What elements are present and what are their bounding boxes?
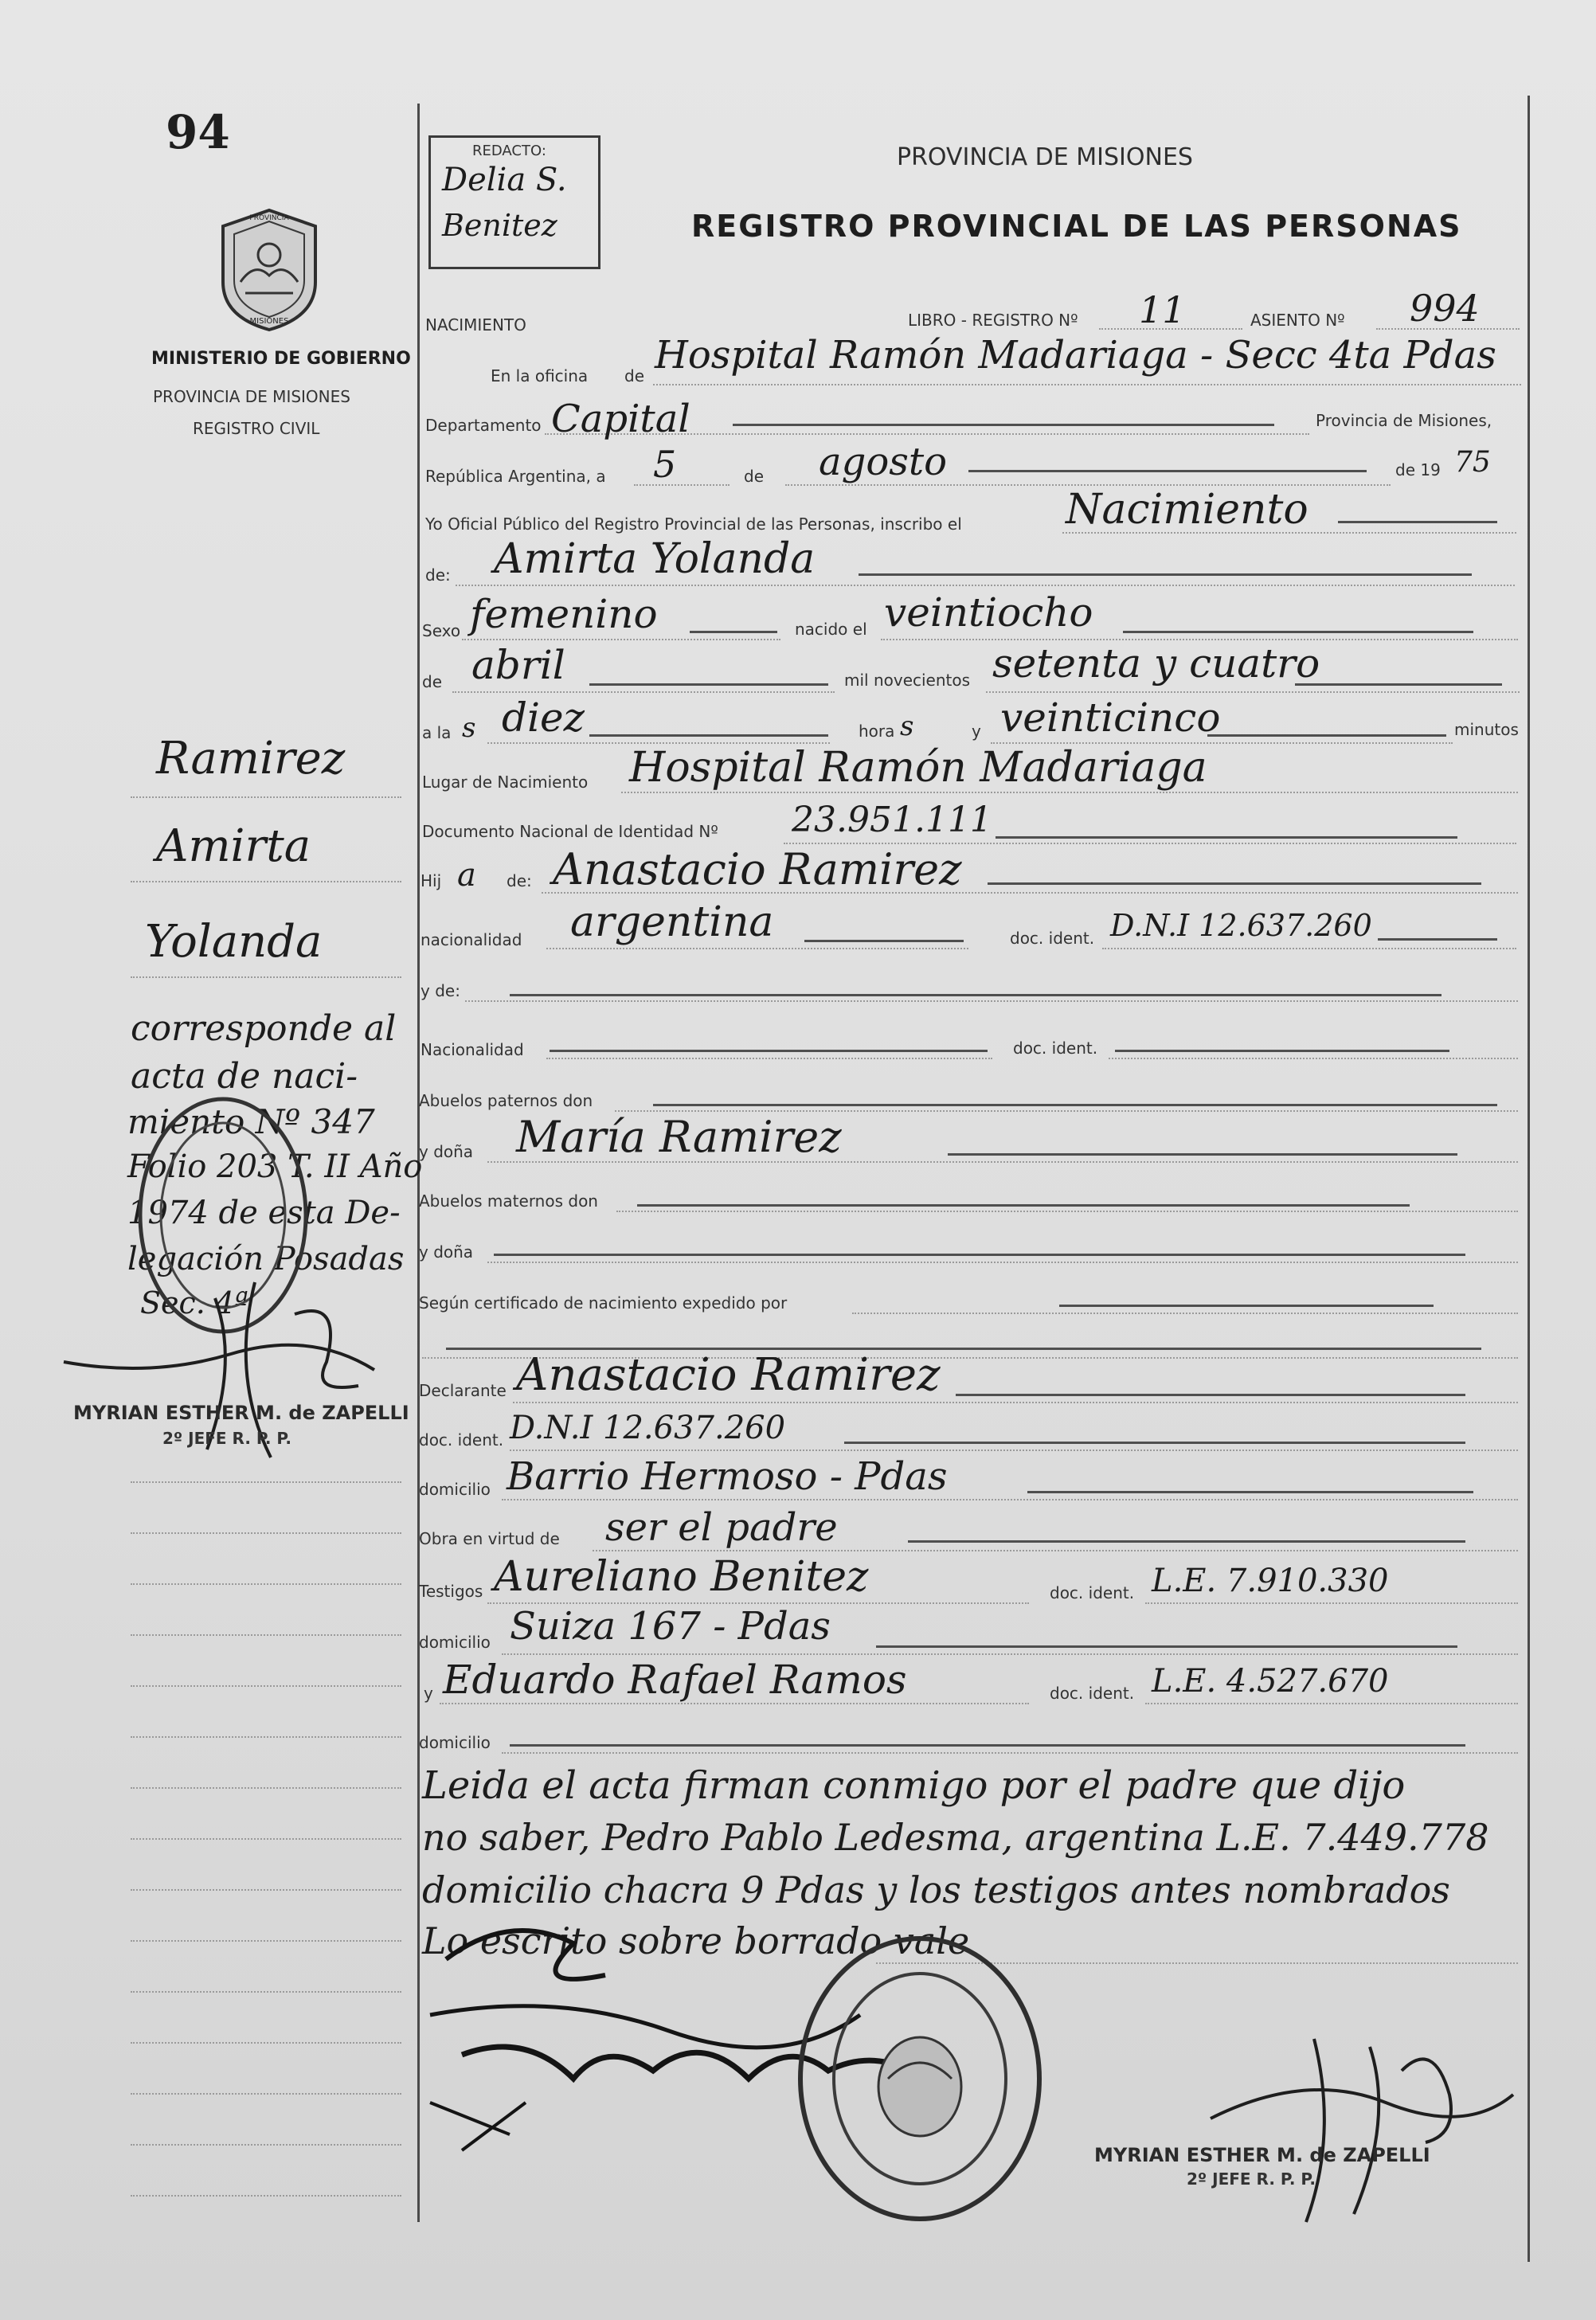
departamento-label: Departamento (425, 416, 542, 435)
declarante-label: Declarante (419, 1381, 507, 1400)
margin-line (131, 1583, 401, 1585)
seal-bottom-text: MISIONES (249, 317, 289, 326)
minutos-rule (1207, 734, 1446, 737)
domicilio-label: domicilio (419, 1480, 491, 1499)
republica-label: República Argentina, a (425, 467, 606, 486)
oficina-label: En la oficina (491, 366, 589, 385)
anio-nac-value: setenta y cuatro (992, 640, 1320, 687)
certificado-rule (1059, 1305, 1434, 1307)
mil-label: mil novecientos (844, 671, 971, 690)
testigo2-value: Eduardo Rafael Ramos (443, 1657, 907, 1703)
ministry-label: MINISTERIO DE GOBIERNO (151, 349, 411, 369)
dom-t2-line (502, 1752, 1518, 1754)
nacido-value: veintiocho (884, 589, 1093, 636)
doc-ident-label: doc. ident. (1010, 929, 1095, 948)
testigo2-doc-label: doc. ident. (1050, 1684, 1135, 1703)
margin-line (131, 1787, 401, 1789)
nacido-rule (1123, 631, 1473, 633)
yde-rule (510, 994, 1441, 996)
civil-registry-label: REGISTRO CIVIL (193, 419, 320, 438)
de2-label: de: (425, 565, 451, 585)
dom-t2-label: domicilio (419, 1733, 491, 1752)
sexo-line (462, 639, 780, 640)
nombre-rule (859, 573, 1472, 576)
horas-prefix: hora (859, 722, 895, 741)
redacto-box (428, 135, 600, 269)
redacto-line1: Delia S. (442, 162, 567, 198)
margin-line (131, 1736, 401, 1738)
observacion-line-2: no saber, Pedro Pablo Ledesma, argentina L.E. 7.449.778 (422, 1816, 1489, 1859)
doc2-rule (1115, 1050, 1449, 1052)
padre-value: Anastacio Ramirez (553, 844, 962, 894)
abuela-pat-value: María Ramirez (516, 1112, 842, 1162)
seal-top-text: PROVINCIA (249, 214, 289, 222)
decl-doc-value: D.N.I 12.637.260 (510, 1410, 786, 1446)
libro-label: LIBRO - REGISTRO Nº (908, 311, 1078, 330)
margin-name1: Amirta (156, 820, 311, 872)
mes-rule (968, 470, 1367, 472)
page-number: 94 (166, 105, 230, 159)
asiento-value: 994 (1410, 287, 1480, 330)
dom-t1-label: domicilio (419, 1633, 491, 1652)
certificado-line (852, 1313, 1518, 1314)
lugar-label: Lugar de Nacimiento (422, 773, 589, 792)
domicilio-line (502, 1499, 1518, 1500)
hora-rule (589, 734, 828, 737)
margin-line (131, 1481, 401, 1483)
ydona1-label: y doña (419, 1142, 474, 1161)
doc2-line (1109, 1058, 1518, 1059)
form-title: NACIMIENTO (425, 315, 526, 335)
nac2-line (546, 1058, 992, 1059)
abuelos-mat-rule (637, 1204, 1410, 1207)
obra-value: ser el padre (605, 1505, 838, 1550)
anio-label: de 19 (1395, 460, 1441, 479)
margin-signer-title: 2º JEFE R. P. P. (162, 1429, 292, 1448)
padre-doc-value: D.N.I 12.637.260 (1110, 908, 1372, 943)
nac2-label: Nacionalidad (421, 1040, 524, 1059)
margin-note-2: acta de naci- (131, 1056, 358, 1097)
oficial-text: Yo Oficial Público del Registro Provincial de las Personas, inscribo el (425, 514, 962, 534)
margin-line (131, 1838, 401, 1840)
yde-line (465, 1000, 1518, 1002)
hora-value: diez (502, 694, 585, 741)
margin-line (131, 2195, 401, 2197)
province-title: PROVINCIA DE MISIONES (897, 143, 1193, 171)
margin-line (131, 1940, 401, 1942)
de3-label: de (422, 672, 442, 691)
nac-line (546, 948, 968, 949)
asiento-label: ASIENTO Nº (1250, 311, 1345, 330)
obra-rule (908, 1540, 1465, 1543)
provincial-seal-icon (213, 205, 325, 333)
departamento-rule (733, 424, 1274, 426)
left-province-label: PROVINCIA DE MISIONES (153, 387, 350, 406)
provincia-label: Provincia de Misiones, (1316, 411, 1492, 430)
decl-doc-rule (844, 1442, 1465, 1444)
obra-line (593, 1550, 1518, 1551)
dom-t2-rule (510, 1744, 1465, 1747)
margin-line (131, 1685, 401, 1687)
ydona2-label: y doña (419, 1242, 474, 1262)
abuelos-mat-label: Abuelos maternos don (419, 1191, 598, 1211)
acto-value: Nacimiento (1066, 486, 1308, 534)
nombre-value: Amirta Yolanda (494, 535, 816, 583)
observacion-line-4: Lo escrito sobre borrado vale (422, 1919, 970, 1962)
margin-note-4: Folio 203 T. II Año (127, 1148, 423, 1185)
nac-label: nacionalidad (421, 930, 522, 949)
margin-note-7: Sec. 4ª (140, 1285, 249, 1320)
nac-rule (804, 940, 964, 942)
official-signature (1195, 2023, 1529, 2230)
declarante-value: Anastacio Ramirez (516, 1349, 941, 1401)
nac2-rule (550, 1050, 988, 1052)
abuelos-mat-line (616, 1211, 1518, 1212)
margin-signer-name: MYRIAN ESTHER M. de ZAPELLI (73, 1402, 409, 1424)
mes-nac-rule (589, 683, 828, 686)
redacto-line2: Benitez (442, 208, 557, 243)
minutos-label: minutos (1454, 720, 1519, 739)
yde-label: y de: (421, 981, 460, 1000)
abuelos-pat-label: Abuelos paternos don (419, 1091, 593, 1110)
margin-line (131, 1532, 401, 1534)
testigo2-doc-value: L.E. 4.527.670 (1152, 1663, 1389, 1700)
testigo1-value: Aureliano Benitez (494, 1553, 869, 1601)
hijo-prefix: Hij (421, 871, 442, 890)
nombre-line (456, 585, 1515, 586)
testigo1-doc-value: L.E. 7.910.330 (1152, 1563, 1389, 1599)
margin-line (131, 1634, 401, 1636)
margin-line (131, 976, 401, 978)
abuela-mat-rule (494, 1254, 1465, 1256)
lugar-value: Hospital Ramón Madariaga (629, 744, 1207, 792)
observacion-line-3: domicilio chacra 9 Pdas y los testigos antes nombrados (422, 1868, 1450, 1911)
sexo-rule (690, 631, 777, 633)
anio-nac-rule (1295, 683, 1502, 686)
declarante-line (513, 1402, 1518, 1403)
hijo-de-label: de: (507, 871, 532, 890)
testigo1-doc-line (1145, 1602, 1518, 1604)
lugar-line (621, 792, 1518, 793)
dom-t1-value: Suiza 167 - Pdas (510, 1604, 831, 1649)
margin-note-1: corresponde al (131, 1008, 397, 1049)
dia-line (634, 484, 730, 486)
departamento-value: Capital (551, 397, 690, 441)
testigo2-line (440, 1703, 1029, 1704)
sexo-value: femenino (470, 591, 658, 637)
obra-label: Obra en virtud de (419, 1529, 560, 1548)
margin-name2: Yolanda (145, 916, 323, 968)
minutos-value: veinticinco (1000, 694, 1221, 741)
abuelos-pat-rule (653, 1104, 1497, 1106)
margin-note-3: miento Nº 347 (127, 1102, 375, 1141)
domicilio-rule (1027, 1491, 1473, 1493)
declarante-rule (956, 1394, 1465, 1396)
padre-doc-rule (1378, 938, 1497, 941)
dom-t1-line (502, 1653, 1518, 1655)
margin-line (131, 881, 401, 882)
registry-title: REGISTRO PROVINCIAL DE LAS PERSONAS (691, 209, 1462, 244)
acto-rule (1338, 521, 1497, 523)
registry-round-stamp (788, 1927, 1051, 2230)
dom-t1-rule (876, 1645, 1457, 1648)
oficina-value: Hospital Ramón Madariaga - Secc 4ta Pdas (655, 333, 1496, 378)
margin-surname: Ramirez (156, 733, 346, 784)
margin-note-5: 1974 de esta De- (127, 1195, 401, 1231)
padre-rule (988, 882, 1481, 885)
doc-ident2-label: doc. ident. (1013, 1039, 1098, 1058)
testigo2-doc-line (1145, 1703, 1518, 1704)
testigos-label: Testigos (419, 1582, 483, 1601)
oficina-line (653, 384, 1521, 385)
de-label: de (744, 467, 764, 486)
margin-note-6: legación Posadas (127, 1241, 405, 1277)
certificado-label: Según certificado de nacimiento expedido por (419, 1293, 788, 1313)
mes-nac-line (452, 691, 835, 693)
margin-line (131, 796, 401, 798)
decl-doc-label: doc. ident. (419, 1430, 504, 1450)
margin-line (131, 2042, 401, 2044)
dni-rule (996, 836, 1457, 839)
nac-value: argentina (570, 898, 774, 946)
anio-value: 75 (1454, 446, 1491, 479)
anio-nac-line (986, 691, 1520, 693)
horas-suffix: s (900, 710, 914, 742)
margin-line (131, 1991, 401, 1993)
bottom-signer-name: MYRIAN ESTHER M. de ZAPELLI (1094, 2144, 1430, 2166)
decl-doc-line (510, 1450, 1518, 1451)
dni-value: 23.951.111 (792, 800, 992, 840)
a-las-suffix: s (462, 712, 476, 744)
margin-line (131, 1889, 401, 1891)
a-las-prefix: a la (422, 723, 452, 742)
testigo1-doc-label: doc. ident. (1050, 1583, 1135, 1602)
margin-line (131, 2144, 401, 2146)
hijo-suffix: a (457, 857, 476, 894)
abuela-mat-line (487, 1262, 1518, 1263)
observacion-line-1: Leida el acta firman conmigo por el padre que dijo (422, 1763, 1406, 1808)
bottom-signer-title: 2º JEFE R. P. P. (1187, 2169, 1316, 2189)
dia-value: 5 (653, 443, 677, 486)
mes-nac-value: abril (471, 642, 565, 688)
oficina-prefix: de (624, 366, 644, 385)
margin-line (131, 2093, 401, 2095)
dni-label: Documento Nacional de Identidad Nº (422, 822, 718, 841)
y-label: y (972, 722, 981, 741)
libro-value: 11 (1139, 288, 1186, 331)
nacido-label: nacido el (795, 620, 867, 639)
sexo-label: Sexo (422, 621, 461, 640)
redacto-label: REDACTO: (472, 143, 546, 159)
padre-doc-line (1102, 948, 1516, 949)
right-border (1528, 96, 1530, 2262)
mes-value: agosto (819, 440, 948, 484)
domicilio-value: Barrio Hermoso - Pdas (507, 1454, 948, 1499)
abuela-pat-rule (948, 1153, 1457, 1156)
y-t2-label: y (424, 1684, 433, 1703)
